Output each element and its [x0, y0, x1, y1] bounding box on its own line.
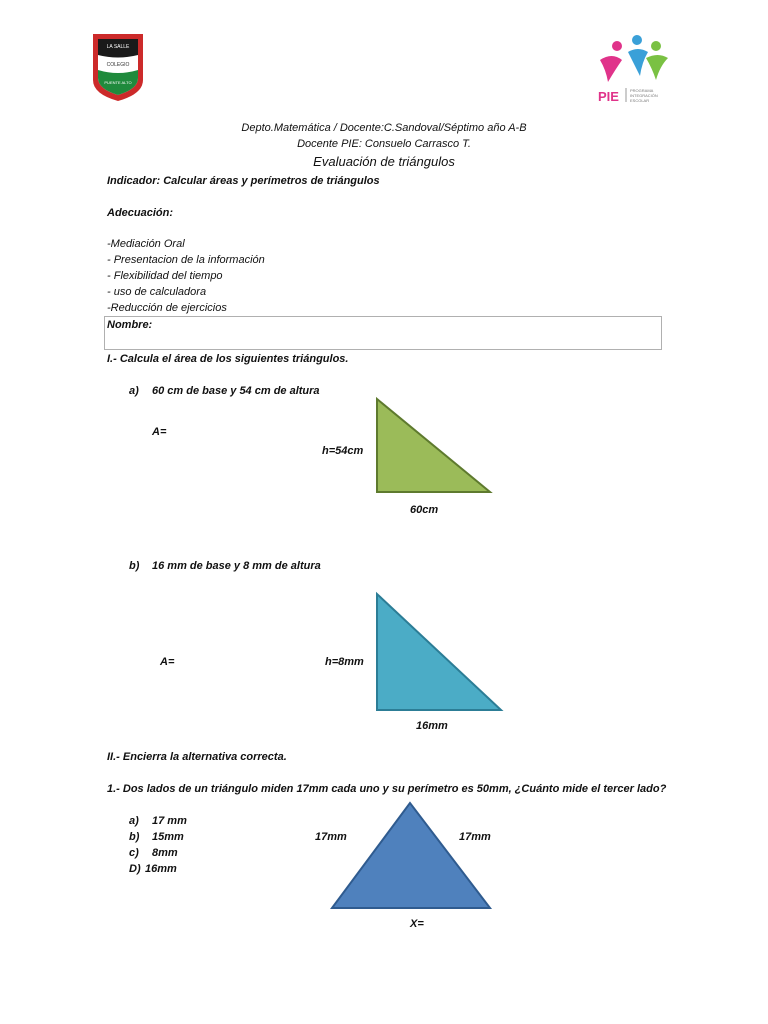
adecuacion-item: -Reducción de ejercicios	[107, 302, 227, 314]
option-b-text[interactable]: 15mm	[152, 831, 184, 843]
logo-text-middle: COLEGIO	[106, 62, 130, 68]
pie-program-logo	[598, 35, 668, 104]
item-b-area-label: A=	[160, 656, 175, 668]
item-a-height-label: h=54cm	[322, 445, 364, 457]
question-1-text: 1.- Dos lados de un triángulo miden 17mm cada uno y su perímetro es 50mm, ¿Cuánto mide el tercer lado?	[107, 783, 667, 795]
section-1-heading: I.- Calcula el área de los siguientes triángulos.	[107, 353, 349, 365]
item-a-letter: a)	[129, 385, 139, 397]
triangle-a	[377, 399, 490, 492]
adecuacion-item: - Flexibilidad del tiempo	[107, 270, 223, 282]
option-a-letter: a)	[129, 815, 139, 827]
pie-subtext-2: INTEGRACIÓN	[630, 93, 658, 98]
name-label: Nombre:	[107, 319, 153, 331]
section-2-heading: II.- Encierra la alternativa correcta.	[107, 751, 287, 763]
logo-text-top: LA SALLE	[106, 44, 130, 50]
adecuacion-item: -Mediación Oral	[107, 238, 185, 250]
header-department: Depto.Matemática / Docente:C.Sandoval/Séptimo año A-B	[241, 122, 527, 134]
question-1-side-right: 17mm	[459, 831, 491, 843]
logo-text-bottom: PUENTE ALTO	[104, 80, 132, 85]
item-b-letter: b)	[129, 560, 140, 572]
item-a-text: 60 cm de base y 54 cm de altura	[152, 385, 320, 397]
adecuacion-item: - Presentacion de la información	[107, 254, 265, 266]
option-b-letter: b)	[129, 831, 140, 843]
indicator-text: Indicador: Calcular áreas y perímetros de triángulos	[107, 175, 380, 187]
pie-subtext-3: ESCOLAR	[630, 98, 650, 103]
option-d-letter: D)	[129, 863, 141, 875]
page-title: Evaluación de triángulos	[313, 154, 455, 169]
adecuacion-item: - uso de calculadora	[107, 286, 207, 298]
triangle-question-1	[332, 803, 490, 908]
question-1-base-label: X=	[410, 918, 424, 930]
item-b-text: 16 mm de base y 8 mm de altura	[152, 560, 321, 572]
school-shield-logo	[93, 34, 143, 101]
question-1-side-left: 17mm	[315, 831, 347, 843]
adecuacion-heading: Adecuación:	[107, 207, 174, 219]
item-a-area-label: A=	[152, 426, 167, 438]
item-b-base-label: 16mm	[416, 720, 448, 732]
item-b-height-label: h=8mm	[325, 656, 364, 668]
option-c-letter: c)	[129, 847, 139, 859]
triangle-b	[377, 594, 501, 710]
name-field-box[interactable]	[104, 316, 662, 350]
option-c-text[interactable]: 8mm	[152, 847, 178, 859]
option-d-text[interactable]: 16mm	[145, 863, 177, 875]
pie-subtext-1: PROGRAMA	[630, 88, 654, 93]
pie-wordmark: PIE	[598, 89, 619, 104]
item-a-base-label: 60cm	[410, 504, 439, 516]
header-pie-teacher: Docente PIE: Consuelo Carrasco T.	[297, 138, 471, 150]
option-a-text[interactable]: 17 mm	[152, 815, 187, 827]
